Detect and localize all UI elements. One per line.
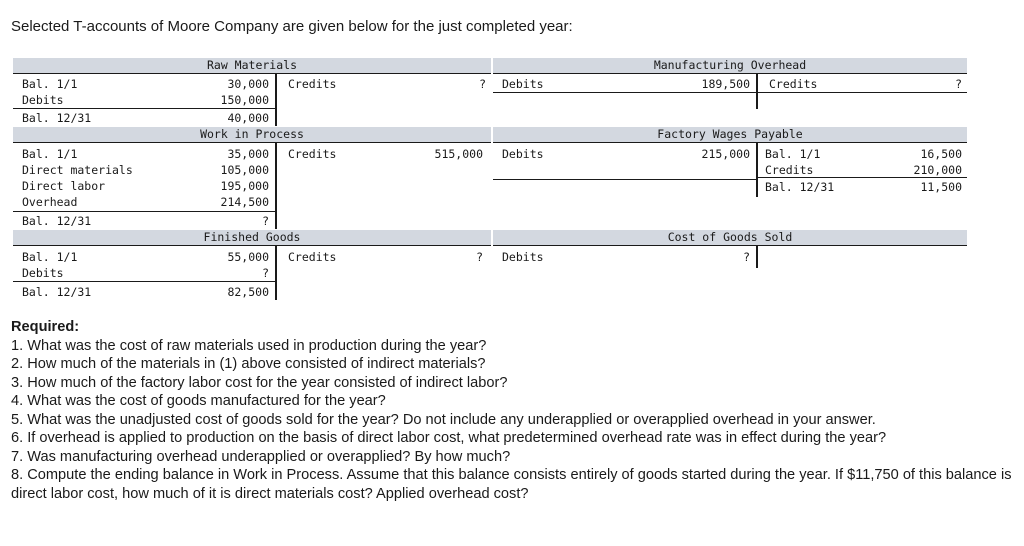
credit-label: Credits bbox=[288, 250, 337, 264]
credit-value: ? bbox=[476, 250, 483, 264]
credit-row-value: 11,500 bbox=[920, 180, 962, 194]
account-title: Cost of Goods Sold bbox=[493, 230, 967, 245]
required-title: Required: bbox=[11, 319, 80, 335]
credit-value: 515,000 bbox=[434, 147, 483, 161]
row-label: Direct labor bbox=[22, 179, 106, 193]
row-value: 150,000 bbox=[220, 93, 269, 107]
t-account-manufacturing-overhead bbox=[493, 58, 967, 110]
t-divider bbox=[275, 74, 277, 126]
t-baseline bbox=[493, 92, 967, 93]
row-value: 30,000 bbox=[227, 77, 269, 91]
question-item: 5. What was the unadjusted cost of goods sold for the year? Do not include any underapplied or overapplied overhead in your answer. bbox=[11, 411, 876, 428]
t-divider bbox=[275, 246, 277, 300]
t-account-raw-materials bbox=[13, 58, 491, 128]
credit-row-label: Bal. 12/31 bbox=[765, 180, 835, 194]
credit-row-label: Bal. 1/1 bbox=[765, 147, 821, 161]
t-bar bbox=[13, 73, 491, 74]
question-item: 4. What was the cost of goods manufactured for the year? bbox=[11, 393, 386, 409]
credit-label: Credits bbox=[288, 147, 337, 161]
account-title: Factory Wages Payable bbox=[493, 127, 967, 142]
credit-value: ? bbox=[479, 77, 486, 91]
debit-label: Debits bbox=[502, 147, 544, 161]
row-label: Bal. 12/31 bbox=[22, 111, 92, 125]
question-item: 6. If overhead is applied to production on the basis of direct labor cost, what predetermined overhead rate was in effect during the year? bbox=[11, 430, 887, 446]
t-bar bbox=[13, 245, 491, 246]
row-value: 35,000 bbox=[227, 147, 269, 161]
debit-label: Debits bbox=[502, 250, 544, 264]
row-value: ? bbox=[262, 266, 269, 280]
account-title: Raw Materials bbox=[13, 58, 491, 73]
account-title: Work in Process bbox=[13, 127, 491, 142]
account-title: Manufacturing Overhead bbox=[493, 58, 967, 73]
required-section bbox=[11, 318, 1019, 503]
row-label: Bal. 1/1 bbox=[22, 250, 78, 264]
t-account-factory-wages-payable bbox=[493, 127, 967, 199]
t-bar bbox=[493, 142, 967, 143]
row-value: 214,500 bbox=[220, 195, 269, 209]
credit-row-value: 210,000 bbox=[913, 163, 962, 177]
row-label: Debits bbox=[22, 93, 64, 107]
row-label: Bal. 1/1 bbox=[22, 77, 78, 91]
t-bar bbox=[13, 142, 491, 143]
intro-text: Selected T-accounts of Moore Company are given below for the just completed year: bbox=[11, 18, 573, 35]
row-value: 82,500 bbox=[227, 285, 269, 299]
debit-value: 189,500 bbox=[701, 77, 750, 91]
credit-label: Credits bbox=[769, 77, 818, 91]
t-account-cost-of-goods-sold bbox=[493, 230, 967, 270]
debit-value: ? bbox=[743, 250, 750, 264]
row-label: Debits bbox=[22, 266, 64, 280]
credit-row-value: 16,500 bbox=[920, 147, 962, 161]
row-label: Bal. 1/1 bbox=[22, 147, 78, 161]
row-value: 55,000 bbox=[227, 250, 269, 264]
question-item: 2. How much of the materials in (1) above consisted of indirect materials? bbox=[11, 356, 486, 372]
debit-baseline bbox=[493, 179, 756, 180]
balance-line bbox=[13, 281, 276, 282]
balance-line bbox=[13, 211, 276, 212]
t-divider bbox=[756, 246, 758, 268]
t-account-finished-goods bbox=[13, 230, 491, 302]
debit-value: 215,000 bbox=[701, 147, 750, 161]
question-item: 7. Was manufacturing overhead underapplied or overapplied? By how much? bbox=[11, 448, 511, 465]
t-bar bbox=[493, 73, 967, 74]
row-value: 40,000 bbox=[227, 111, 269, 125]
credit-balance-line bbox=[757, 177, 967, 178]
credit-value: ? bbox=[955, 77, 962, 91]
row-value: 195,000 bbox=[220, 179, 269, 193]
row-label: Direct materials bbox=[22, 163, 133, 177]
t-divider bbox=[756, 143, 758, 197]
row-value: ? bbox=[262, 214, 269, 228]
t-account-work-in-process bbox=[13, 127, 491, 232]
credit-label: Credits bbox=[288, 77, 337, 91]
question-item: 1. What was the cost of raw materials used in production during the year? bbox=[11, 337, 487, 354]
row-value: 105,000 bbox=[220, 163, 269, 177]
balance-line bbox=[13, 108, 276, 109]
row-label: Overhead bbox=[22, 195, 78, 209]
row-label: Bal. 12/31 bbox=[22, 214, 92, 228]
question-item: 3. How much of the factory labor cost for the year consisted of indirect labor? bbox=[11, 374, 508, 391]
debit-label: Debits bbox=[502, 77, 544, 91]
t-divider bbox=[275, 143, 277, 229]
account-title: Finished Goods bbox=[13, 230, 491, 245]
row-label: Bal. 12/31 bbox=[22, 285, 92, 299]
question-item: 8. Compute the ending balance in Work in Process. Assume that this balance consists entirely of goods started during the year. If $11,750 of this balance is direct labor cost, how much of it is direct materials cost? Applied overhead cost? bbox=[11, 467, 1012, 502]
t-bar bbox=[493, 245, 967, 246]
credit-row-label: Credits bbox=[765, 163, 814, 177]
